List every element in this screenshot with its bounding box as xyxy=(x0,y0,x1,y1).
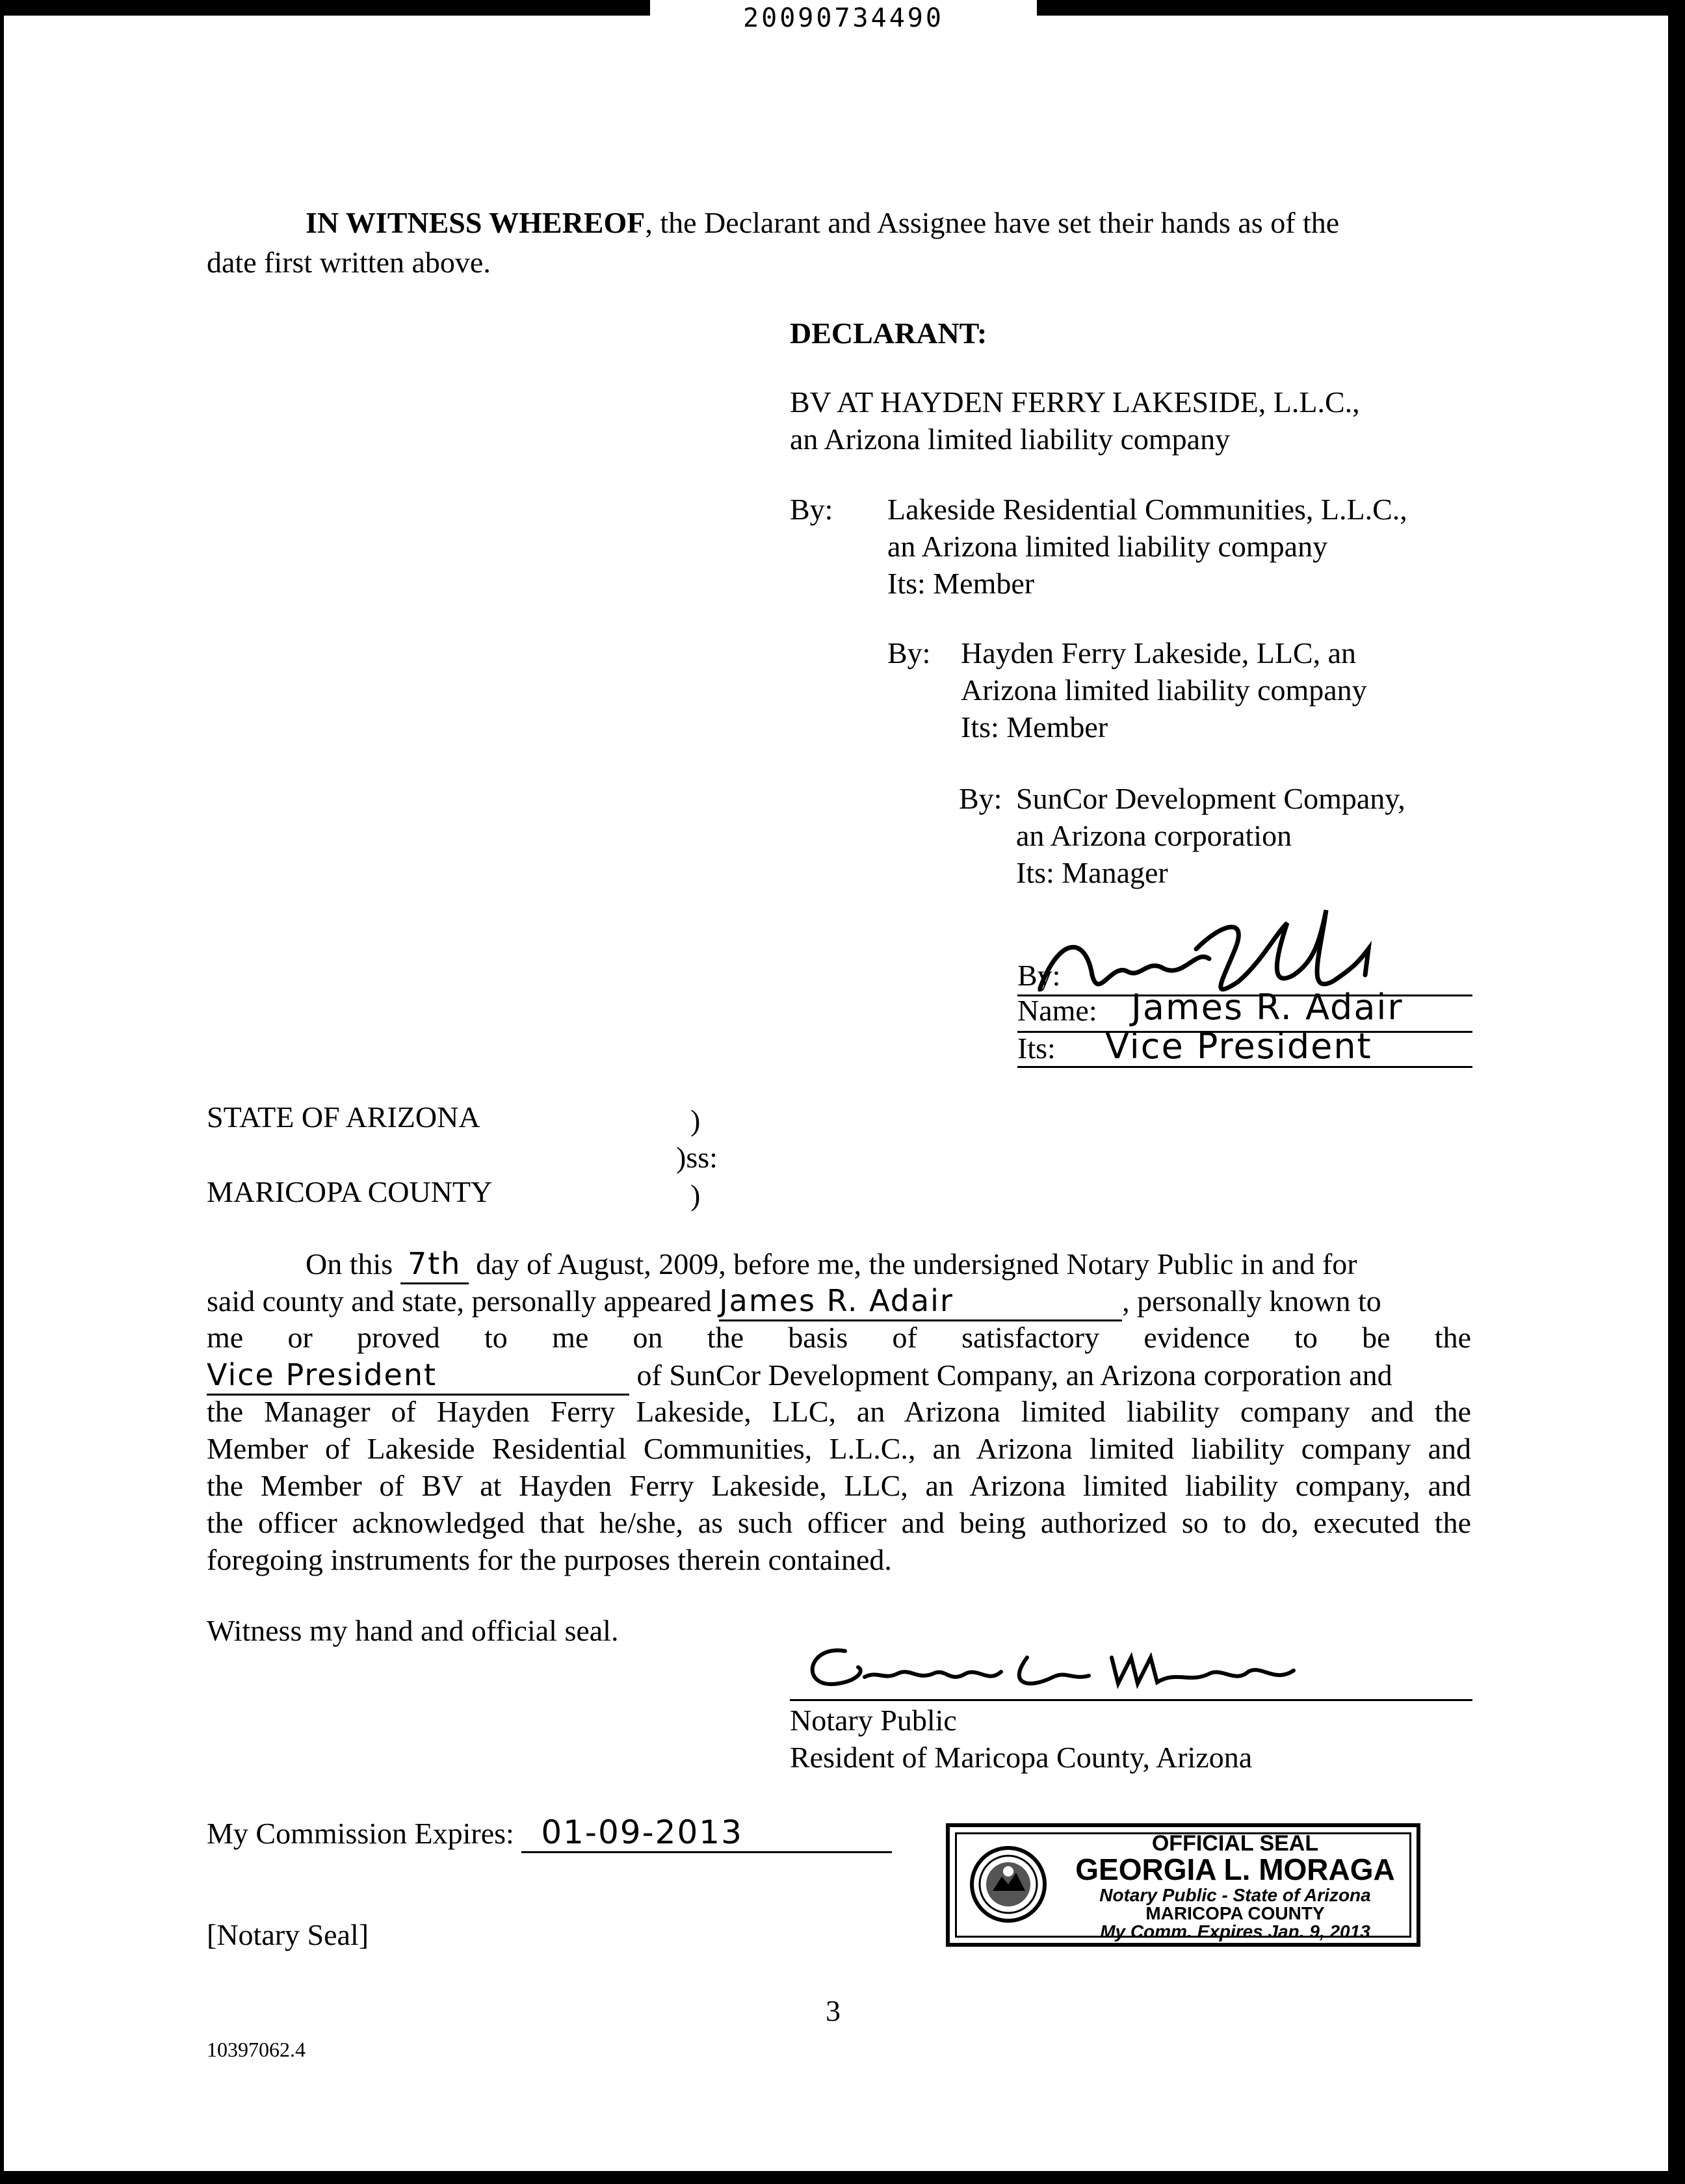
stamp-line-5: My Comm. Expires Jan. 9, 2013 xyxy=(1100,1921,1370,1942)
scan-border-bottom xyxy=(0,2171,1685,2184)
stamp-line-4: MARICOPA COUNTY xyxy=(1145,1903,1325,1923)
page-number: 3 xyxy=(826,1994,841,2027)
by1-line-2: an Arizona limited liability company xyxy=(887,530,1328,563)
venue-ss: )ss: xyxy=(676,1141,718,1174)
ack-line-5: the Manager of Hayden Ferry Lakeside, LLC, an Arizona limited liability company and the xyxy=(207,1395,1471,1428)
notary-signature-line xyxy=(790,1699,1472,1701)
sig-its-label: Its: xyxy=(1017,1032,1056,1065)
by2-line-2: Arizona limited liability company xyxy=(961,673,1367,707)
recording-number: 20090734490 xyxy=(743,3,944,33)
sig-its-value: Vice President xyxy=(1105,1026,1372,1067)
by1-line-3: Its: Member xyxy=(887,567,1035,600)
by3-label: By: xyxy=(959,782,1002,815)
venue-state: STATE OF ARIZONA xyxy=(207,1100,480,1134)
ack-line-6: Member of Lakeside Residential Communities, L.L.C., an Arizona limited liability company and xyxy=(207,1432,1471,1465)
witness-line-1-rest: , the Declarant and Assignee have set their hands as of the xyxy=(645,206,1340,239)
ack-line-8: the officer acknowledged that he/she, as such officer and being authorized so to do, executed the xyxy=(207,1506,1471,1539)
ack-line-1-b: day of August, 2009, before me, the undersigned Notary Public in and for xyxy=(476,1247,1357,1280)
commission-value: 01-09-2013 xyxy=(521,1814,892,1853)
stamp-line-1: OFFICIAL SEAL xyxy=(1151,1831,1319,1856)
by1-label: By: xyxy=(790,493,833,526)
sig-by-label: By: xyxy=(1017,959,1061,992)
ack-line-4-b: of SunCor Development Company, an Arizona corporation and xyxy=(636,1358,1392,1392)
document-id: 10397062.4 xyxy=(207,2038,306,2061)
notary-title: Notary Public xyxy=(790,1704,957,1737)
sig-name-label: Name: xyxy=(1017,994,1097,1027)
ack-line-3: me or proved to me on the basis of satisfactory evidence to be the xyxy=(207,1321,1471,1354)
by2-label: By: xyxy=(887,636,931,670)
declarant-entity-name: BV AT HAYDEN FERRY LAKESIDE, L.L.C., xyxy=(790,385,1360,419)
notary-witness-line: Witness my hand and official seal. xyxy=(207,1614,619,1647)
official-seal-stamp xyxy=(946,1823,1420,1947)
sig-its-line xyxy=(1017,1066,1472,1068)
by1-line-1: Lakeside Residential Communities, L.L.C., xyxy=(887,493,1407,526)
ack-line-7: the Member of BV at Hayden Ferry Lakeside, LLC, an Arizona limited liability company, and xyxy=(207,1469,1471,1502)
notary-signature-drawing xyxy=(793,1632,1476,1703)
venue-paren-1: ) xyxy=(690,1104,701,1137)
ack-line-2-a: said county and state, personally appeared xyxy=(207,1284,712,1318)
by3-line-3: Its: Manager xyxy=(1016,856,1168,889)
notary-seal-label: [Notary Seal] xyxy=(207,1918,369,1951)
stamp-line-2: GEORGIA L. MORAGA xyxy=(1075,1852,1395,1886)
ack-line-1 xyxy=(306,1245,1357,1284)
by2-line-3: Its: Member xyxy=(961,710,1108,744)
by3-line-2: an Arizona corporation xyxy=(1016,819,1292,852)
scan-border-top-right xyxy=(1037,0,1685,16)
witness-lead: IN WITNESS WHEREOF xyxy=(306,206,646,239)
venue-paren-2: ) xyxy=(690,1178,701,1212)
scan-border-left xyxy=(0,0,4,2184)
ack-appeared-value: James R. Adair xyxy=(719,1282,1122,1321)
notary-signature xyxy=(793,1632,1476,1703)
ack-title-value: Vice President xyxy=(207,1356,629,1396)
scan-border-top-left xyxy=(0,0,650,16)
ack-line-2 xyxy=(207,1282,1381,1321)
by2-line-1: Hayden Ferry Lakeside, LLC, an xyxy=(961,636,1357,670)
ack-line-1-a: On this xyxy=(306,1247,393,1280)
declarant-entity-desc: an Arizona limited liability company xyxy=(790,422,1231,456)
ack-line-2-b: , personally known to xyxy=(1122,1284,1381,1318)
witness-line-2: date first written above. xyxy=(207,246,491,279)
by3-line-1: SunCor Development Company, xyxy=(1016,782,1405,815)
state-seal-icon xyxy=(969,1845,1047,1923)
venue-county: MARICOPA COUNTY xyxy=(207,1175,493,1208)
ack-line-4 xyxy=(207,1356,1392,1396)
commission-line xyxy=(207,1814,892,1853)
ack-line-9: foregoing instruments for the purposes therein contained. xyxy=(207,1543,892,1576)
scan-border-right xyxy=(1668,0,1685,2184)
declarant-heading: DECLARANT: xyxy=(790,317,987,350)
sig-name-value: James R. Adair xyxy=(1131,987,1404,1028)
commission-label: My Commission Expires: xyxy=(207,1817,514,1850)
stamp-line-3: Notary Public - State of Arizona xyxy=(1099,1885,1371,1905)
notary-residence: Resident of Maricopa County, Arizona xyxy=(790,1741,1253,1774)
ack-day-value: 7th xyxy=(400,1245,469,1284)
witness-line-1 xyxy=(306,204,1339,242)
